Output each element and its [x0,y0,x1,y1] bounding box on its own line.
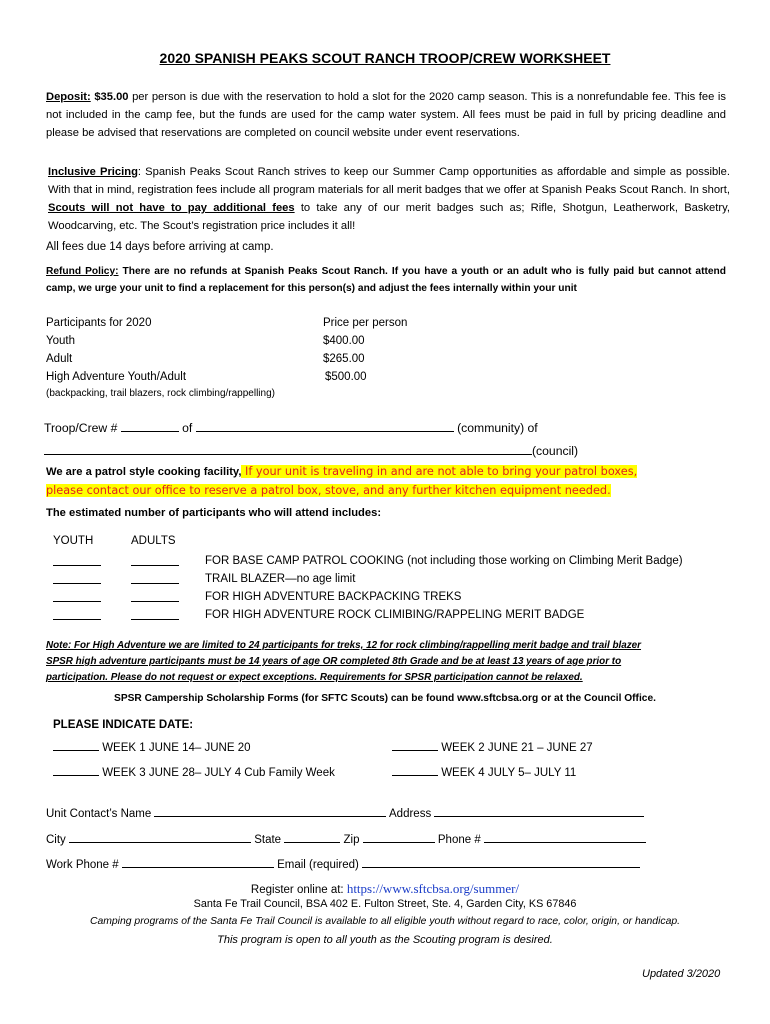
fees-due-text: All fees due 14 days before arriving at camp. [46,241,274,253]
week-2-option[interactable] [392,738,593,757]
estimate-row-4: FOR HIGH ADVENTURE ROCK CLIMIBING/RAPPELING MERIT BADGE [205,609,585,621]
community-field[interactable] [196,419,454,432]
council-label: (council) [532,444,579,458]
estimate-youth-field-2[interactable] [53,571,101,584]
work-phone-label: Work Phone # [46,859,119,871]
council-address: Santa Fe Trail Council, BSA 402 E. Fulton Street, Ste. 4, Garden City, KS 67846 [193,898,577,910]
week-4-option[interactable] [392,763,576,782]
patrol-red-text-2: please contact our office to reserve a patrol box, stove, and any further kitchen equipment needed. [46,484,611,497]
week-3-label: WEEK 3 JUNE 28– JULY 4 Cub Family Week [102,767,335,779]
unit-contact-field[interactable] [154,804,386,817]
estimate-adults-header: ADULTS [131,535,176,547]
refund-policy-paragraph [46,263,726,297]
patrol-line-1 [46,462,637,482]
pricing-row-adult-label: Adult [46,353,73,365]
week-1-label: WEEK 1 JUNE 14– JUNE 20 [102,742,251,754]
estimate-youth-field-1[interactable] [53,553,101,566]
high-adventure-note-line-3: participation. Please do not request or expect exceptions. Requirements for SPSR participation cannot be relaxed. [46,672,583,683]
pricing-row-high-adventure-price: $500.00 [325,371,367,383]
week-1-field[interactable] [53,738,99,751]
estimate-row-3: FOR HIGH ADVENTURE BACKPACKING TREKS [205,591,462,603]
work-phone-field[interactable] [122,855,274,868]
contact-row-2 [46,830,646,849]
dates-heading: PLEASE INDICATE DATE: [53,719,194,731]
pricing-note: (backpacking, trail blazers, rock climbing/rappelling) [46,388,275,399]
council-line [44,442,578,458]
unit-contact-label: Unit Contact’s Name [46,808,152,820]
estimate-heading: The estimated number of participants who will attend includes: [46,507,382,519]
patrol-line-2 [46,481,611,501]
phone-label: Phone # [437,834,481,846]
week-2-field[interactable] [392,738,438,751]
register-link[interactable]: https://www.sftcbsa.org/summer/ [346,881,520,896]
city-label: City [46,834,66,846]
pricing-row-adult-price: $265.00 [323,353,365,365]
inclusive-text-before: : Spanish Peaks Scout Ranch strives to keep our Summer Camp opportunities as affordable and simple as possible. With that in mind, registration fees include all program materials for all merit badges that we offer at Spanish Peaks Scout Ranch. In short, [48,166,730,196]
program-open-statement: This program is open to all youth as the Scouting program is desired. [217,934,553,946]
estimate-adult-field-1[interactable] [131,553,179,566]
register-line [0,880,770,899]
council-field[interactable] [44,442,532,455]
week-4-label: WEEK 4 JULY 5– JULY 11 [441,767,577,779]
zip-label: Zip [343,834,360,846]
contact-row-1 [46,804,644,823]
phone-field[interactable] [484,830,646,843]
email-field[interactable] [362,855,640,868]
estimate-adult-field-2[interactable] [131,571,179,584]
troop-crew-label: Troop/Crew # [44,421,118,435]
community-label: (community) of [457,421,538,435]
state-label: State [254,834,282,846]
inclusive-text-after: to take any of our merit badges such as; Rifle, Shotgun, Leatherwork, Basketry, Woodcarving, etc. The Scout’s registration price includes it all! [48,202,730,232]
week-3-field[interactable] [53,763,99,776]
zip-field[interactable] [363,830,435,843]
city-field[interactable] [69,830,251,843]
refund-policy-text: There are no refunds at Spanish Peaks Scout Ranch. If you have a youth or an adult who is fully paid but cannot attend camp, we urge your unit to find a replacement for this person(s) and adjust the fees internally within your unit [46,266,726,294]
patrol-bold-text: We are a patrol style cooking facility, [46,466,242,478]
nondiscrimination-statement: Camping programs of the Santa Fe Trail Council is available to all eligible youth without regard to race, color, origin, or handicap. [89,916,681,927]
state-field[interactable] [284,830,340,843]
week-1-option[interactable] [53,738,250,757]
email-label: Email (required) [277,859,359,871]
troop-number-field[interactable] [121,419,179,432]
address-field[interactable] [434,804,644,817]
register-label: Register online at: [250,884,347,896]
contact-row-3 [46,855,640,874]
campership-text: SPSR Campership Scholarship Forms (for SFTC Scouts) can be found www.sftcbsa.org or at the Council Office. [114,693,656,704]
pricing-col2-header: Price per person [323,317,408,329]
estimate-youth-field-3[interactable] [53,589,101,602]
estimate-adult-field-4[interactable] [131,607,179,620]
deposit-text: per person is due with the reservation to hold a slot for the 2020 camp season. This is a nonrefundable fee. This fee is not included in the camp fee, but the funds are used for the camp water system. All fees must be paid in full by pricing deadline and please be advised that reservations are completed on council website under event reservations. [46,91,727,139]
pricing-row-youth-label: Youth [46,335,75,347]
inclusive-emphasis: Scouts will not have to pay additional fees [48,202,295,214]
week-3-option[interactable] [53,763,335,782]
estimate-youth-header: YOUTH [53,535,94,547]
estimate-adult-field-3[interactable] [131,589,179,602]
estimate-row-1: FOR BASE CAMP PATROL COOKING (not including those working on Climbing Merit Badge) [205,555,683,567]
patrol-red-text-1: If your unit is traveling in and are not able to bring your patrol boxes, [241,465,638,478]
pricing-row-high-adventure-label: High Adventure Youth/Adult [46,371,187,383]
estimate-youth-field-4[interactable] [53,607,101,620]
pricing-col1-header: Participants for 2020 [46,317,152,329]
page-title: 2020 SPANISH PEAKS SCOUT RANCH TROOP/CREW WORKSHEET [159,50,611,66]
troop-of-label: of [182,421,193,435]
address-label: Address [389,808,432,820]
week-4-field[interactable] [392,763,438,776]
updated-date: Updated 3/2020 [642,968,721,980]
high-adventure-note-line-1: Note: For High Adventure we are limited to 24 participants for treks, 12 for rock climbing/rappelling merit badge and trail blazer [46,640,642,651]
pricing-row-youth-price: $400.00 [323,335,365,347]
deposit-amount: $35.00 [94,91,129,103]
estimate-row-2: TRAIL BLAZER—no age limit [205,573,356,585]
troop-line [44,419,538,435]
week-2-label: WEEK 2 JUNE 21 – JUNE 27 [441,742,593,754]
high-adventure-note-line-2: SPSR high adventure participants must be 14 years of age OR completed 8th Grade and be at least 13 years of age prior to [46,656,622,667]
inclusive-pricing-paragraph [48,163,730,235]
refund-policy-label: Refund Policy: [46,266,119,277]
inclusive-pricing-label: Inclusive Pricing [48,166,138,178]
deposit-paragraph [46,88,726,142]
deposit-label: Deposit: [46,91,91,103]
